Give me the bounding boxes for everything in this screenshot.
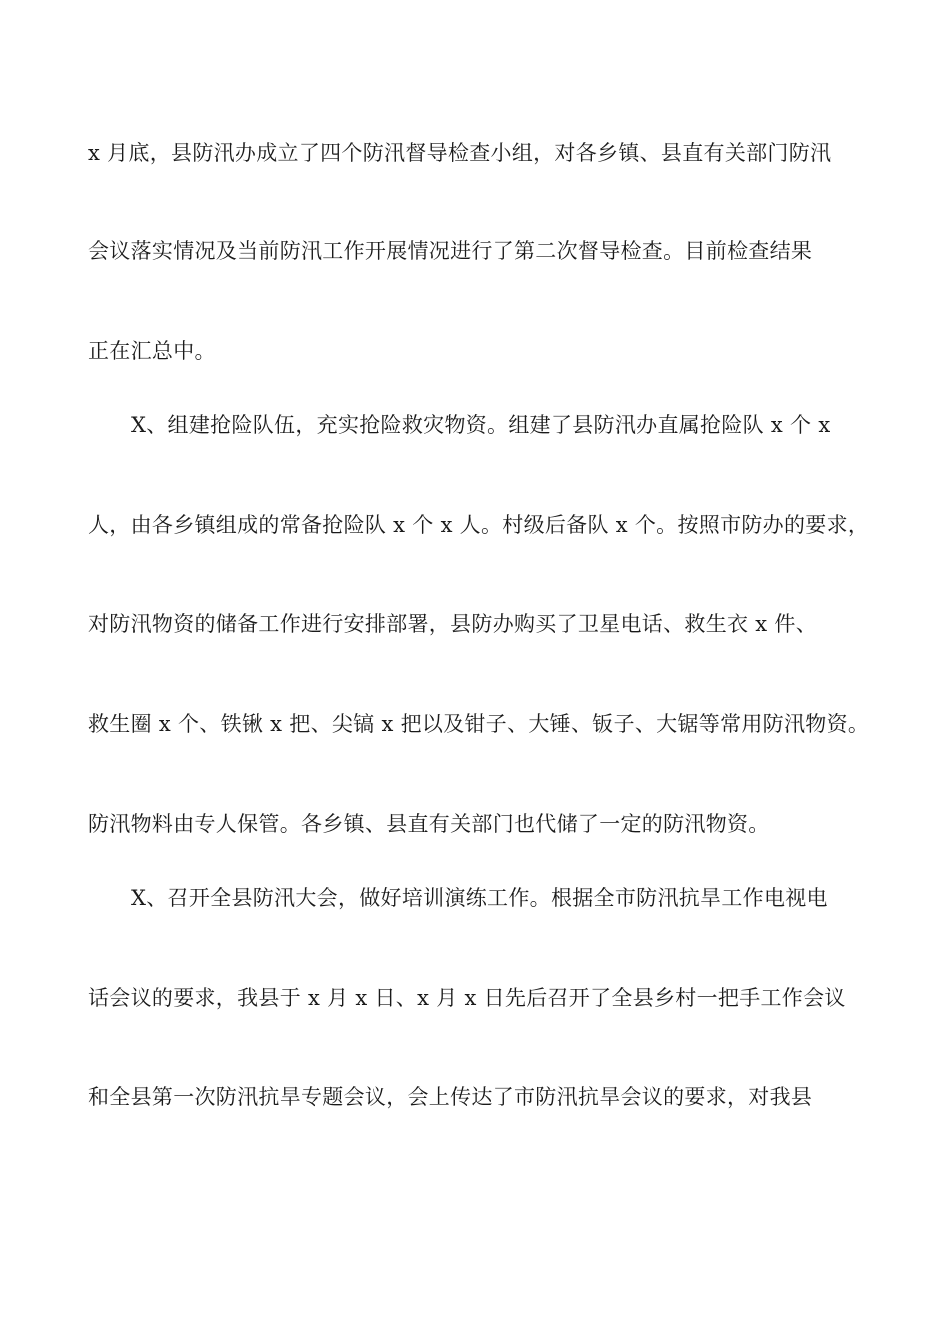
paragraph-heading-line: X、召开全县防汛大会，做好培训演练工作。根据全市防汛抗旱工作电视电 [131, 886, 828, 910]
text-line: 正在汇总中。 [88, 339, 216, 363]
text-line: 对防汛物资的储备工作进行安排部署，县防办购买了卫星电话、救生衣 x 件、 [88, 612, 817, 636]
text-line: 和全县第一次防汛抗旱专题会议，会上传达了市防汛抗旱会议的要求，对我县 [88, 1085, 813, 1109]
text-line: 防汛物料由专人保管。各乡镇、县直有关部门也代储了一定的防汛物资。 [88, 812, 770, 836]
text-line: 人，由各乡镇组成的常备抢险队 x 个 x 人。村级后备队 x 个。按照市防办的要求， [88, 513, 870, 537]
text-line: 救生圈 x 个、铁锹 x 把、尖镐 x 把以及钳子、大锤、钣子、大锯等常用防汛物资。 [88, 712, 870, 736]
text-line: x 月底，县防汛办成立了四个防汛督导检查小组，对各乡镇、县直有关部门防汛 [88, 141, 832, 165]
text-line: 话会议的要求，我县于 x 月 x 日、x 月 x 日先后召开了全县乡村一把手工作会议 [88, 986, 846, 1010]
text-line: 会议落实情况及当前防汛工作开展情况进行了第二次督导检查。目前检查结果 [88, 239, 813, 263]
paragraph-heading-line: X、组建抢险队伍，充实抢险救灾物资。组建了县防汛办直属抢险队 x 个 x [131, 413, 831, 437]
